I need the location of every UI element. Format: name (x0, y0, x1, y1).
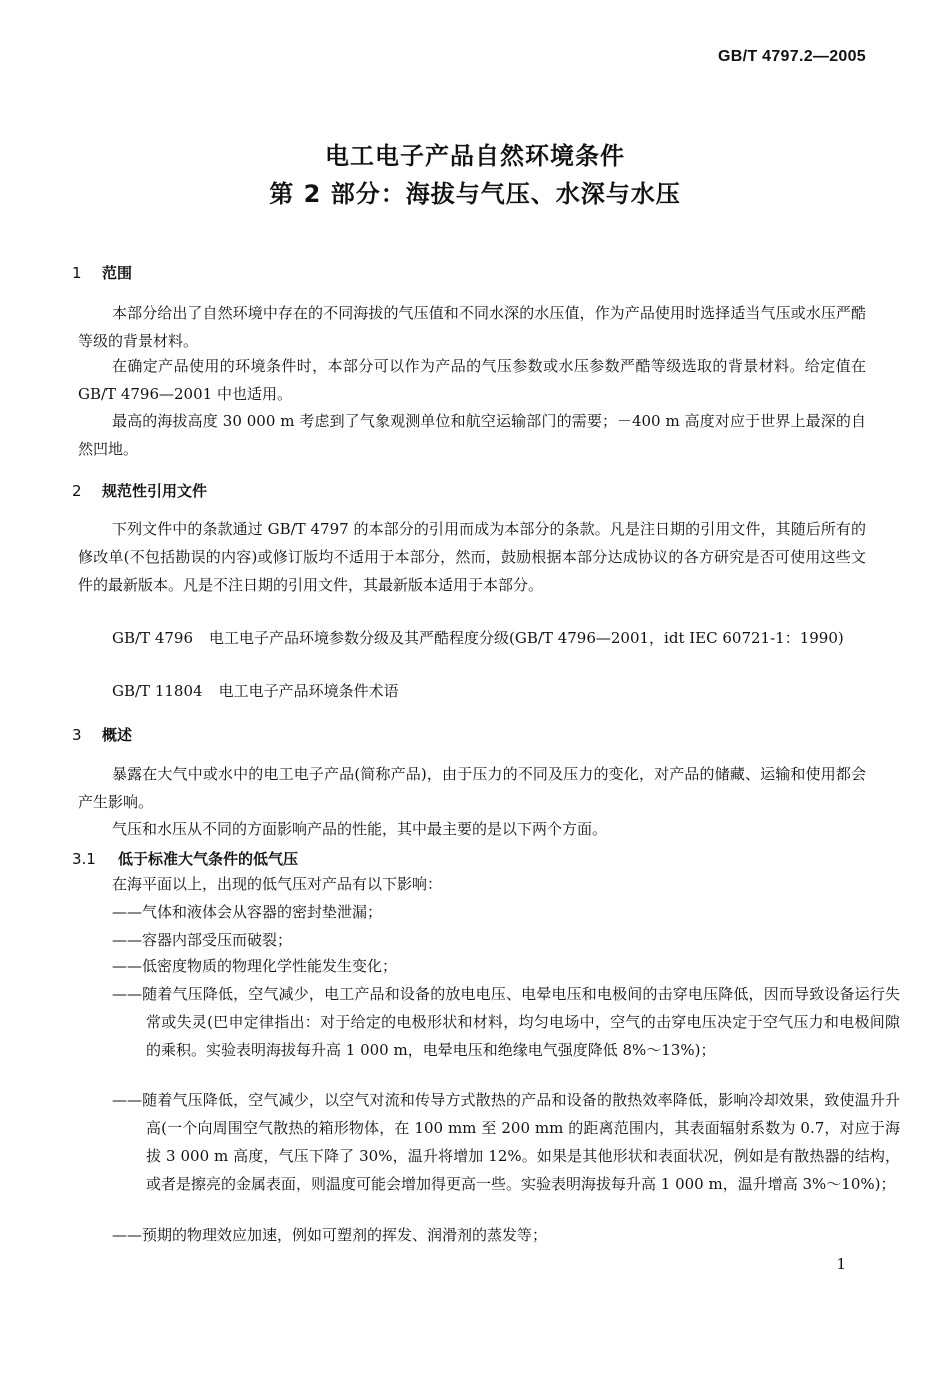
section-title: 概述 (102, 726, 133, 744)
section-title: 规范性引用文件 (102, 482, 208, 500)
paragraph: 在海平面以上，出现的低气压对产品有以下影响： (112, 875, 443, 893)
standard-code: GB/T 4797.2—2005 (718, 48, 866, 65)
list-item: ——容器内部受压而破裂； (112, 931, 293, 949)
section-number: 3 (72, 726, 82, 744)
list-item: ——随着气压降低，空气减少，以空气对流和传导方式散热的产品和设备的散热效率降低，影响冷却效果，致使温升升高(一个向周围空气散热的箱形物体，在 100 mm 至 200 mm 的距离范围内，其表面辐射系数为 0.7，对应于海拔 3 000 m 高度，气压下降了 30%，温升将增加 12%。如果是其他形状和表面状况，例如是有散热器的结构，或者是擦亮的金属表面，则温度可能会增加得更高一些。实验表明海拔每升高 1 000 m，温升增高 3%～10%)； (112, 1091, 900, 1193)
section-heading-overview (72, 724, 132, 745)
paragraph: 暴露在大气中或水中的电工电子产品(简称产品)，由于压力的不同及压力的变化，对产品的储藏、运输和使用都会产生影响。 (78, 765, 866, 811)
reference-item (78, 677, 866, 705)
reference-title: 电工电子产品环境条件术语 (218, 682, 399, 700)
reference-code: GB/T 4796 (112, 629, 194, 647)
paragraph: 本部分给出了自然环境中存在的不同海拔的气压值和不同水深的水压值，作为产品使用时选择适当气压或水压严酷等级的背景材料。 (78, 304, 866, 350)
list-item: ——随着气压降低，空气减少，电工产品和设备的放电电压、电晕电压和电极间的击穿电压降低，因而导致设备运行失常或失灵(巴申定律指出：对于给定的电极形状和材料，均匀电场中，空气的击穿电压决定于空气压力和电极间隙的乘积。实验表明海拔每升高 1 000 m，电晕电压和绝缘电气强度降低 8%～13%)； (112, 985, 900, 1059)
document-title: 电工电子产品自然环境条件 (325, 142, 625, 170)
section-title: 低于标准大气条件的低气压 (118, 850, 299, 868)
reference-code: GB/T 11804 (112, 682, 203, 700)
reference-title: 电工电子产品环境参数分级及其严酷程度分级(GB/T 4796—2001，idt IEC 60721-1：1990) (209, 629, 844, 647)
section-number: 1 (72, 264, 82, 282)
list-item: ——气体和液体会从容器的密封垫泄漏； (112, 903, 383, 921)
section-number: 3.1 (72, 850, 96, 868)
paragraph: 气压和水压从不同的方面影响产品的性能，其中最主要的是以下两个方面。 (112, 820, 608, 838)
paragraph: 下列文件中的条款通过 GB/T 4797 的本部分的引用而成为本部分的条款。凡是注日期的引用文件，其随后所有的修改单(不包括勘误的内容)或修订版均不适用于本部分，然而，鼓励根据本部分达成协议的各方研究是否可使用这些文件的最新版本。凡是不注日期的引用文件，其最新版本适用于本部分。 (78, 520, 866, 594)
section-heading-scope (72, 262, 132, 283)
section-title: 范围 (102, 264, 133, 282)
subsection-heading-low-pressure (72, 848, 298, 869)
list-item: ——低密度物质的物理化学性能发生变化； (112, 957, 398, 975)
section-number: 2 (72, 482, 82, 500)
document-subtitle: 第 2 部分：海拔与气压、水深与水压 (269, 180, 681, 208)
page-number: 1 (836, 1255, 846, 1273)
list-item: ——预期的物理效应加速，例如可塑剂的挥发、润滑剂的蒸发等； (112, 1226, 548, 1244)
section-heading-normative-references (72, 480, 207, 501)
paragraph: 在确定产品使用的环境条件时，本部分可以作为产品的气压参数或水压参数严酷等级选取的背景材料。给定值在 GB/T 4796—2001 中也适用。 (78, 357, 866, 403)
paragraph: 最高的海拔高度 30 000 m 考虑到了气象观测单位和航空运输部门的需要；－400 m 高度对应于世界上最深的自然凹地。 (78, 412, 866, 458)
reference-item (78, 624, 866, 652)
